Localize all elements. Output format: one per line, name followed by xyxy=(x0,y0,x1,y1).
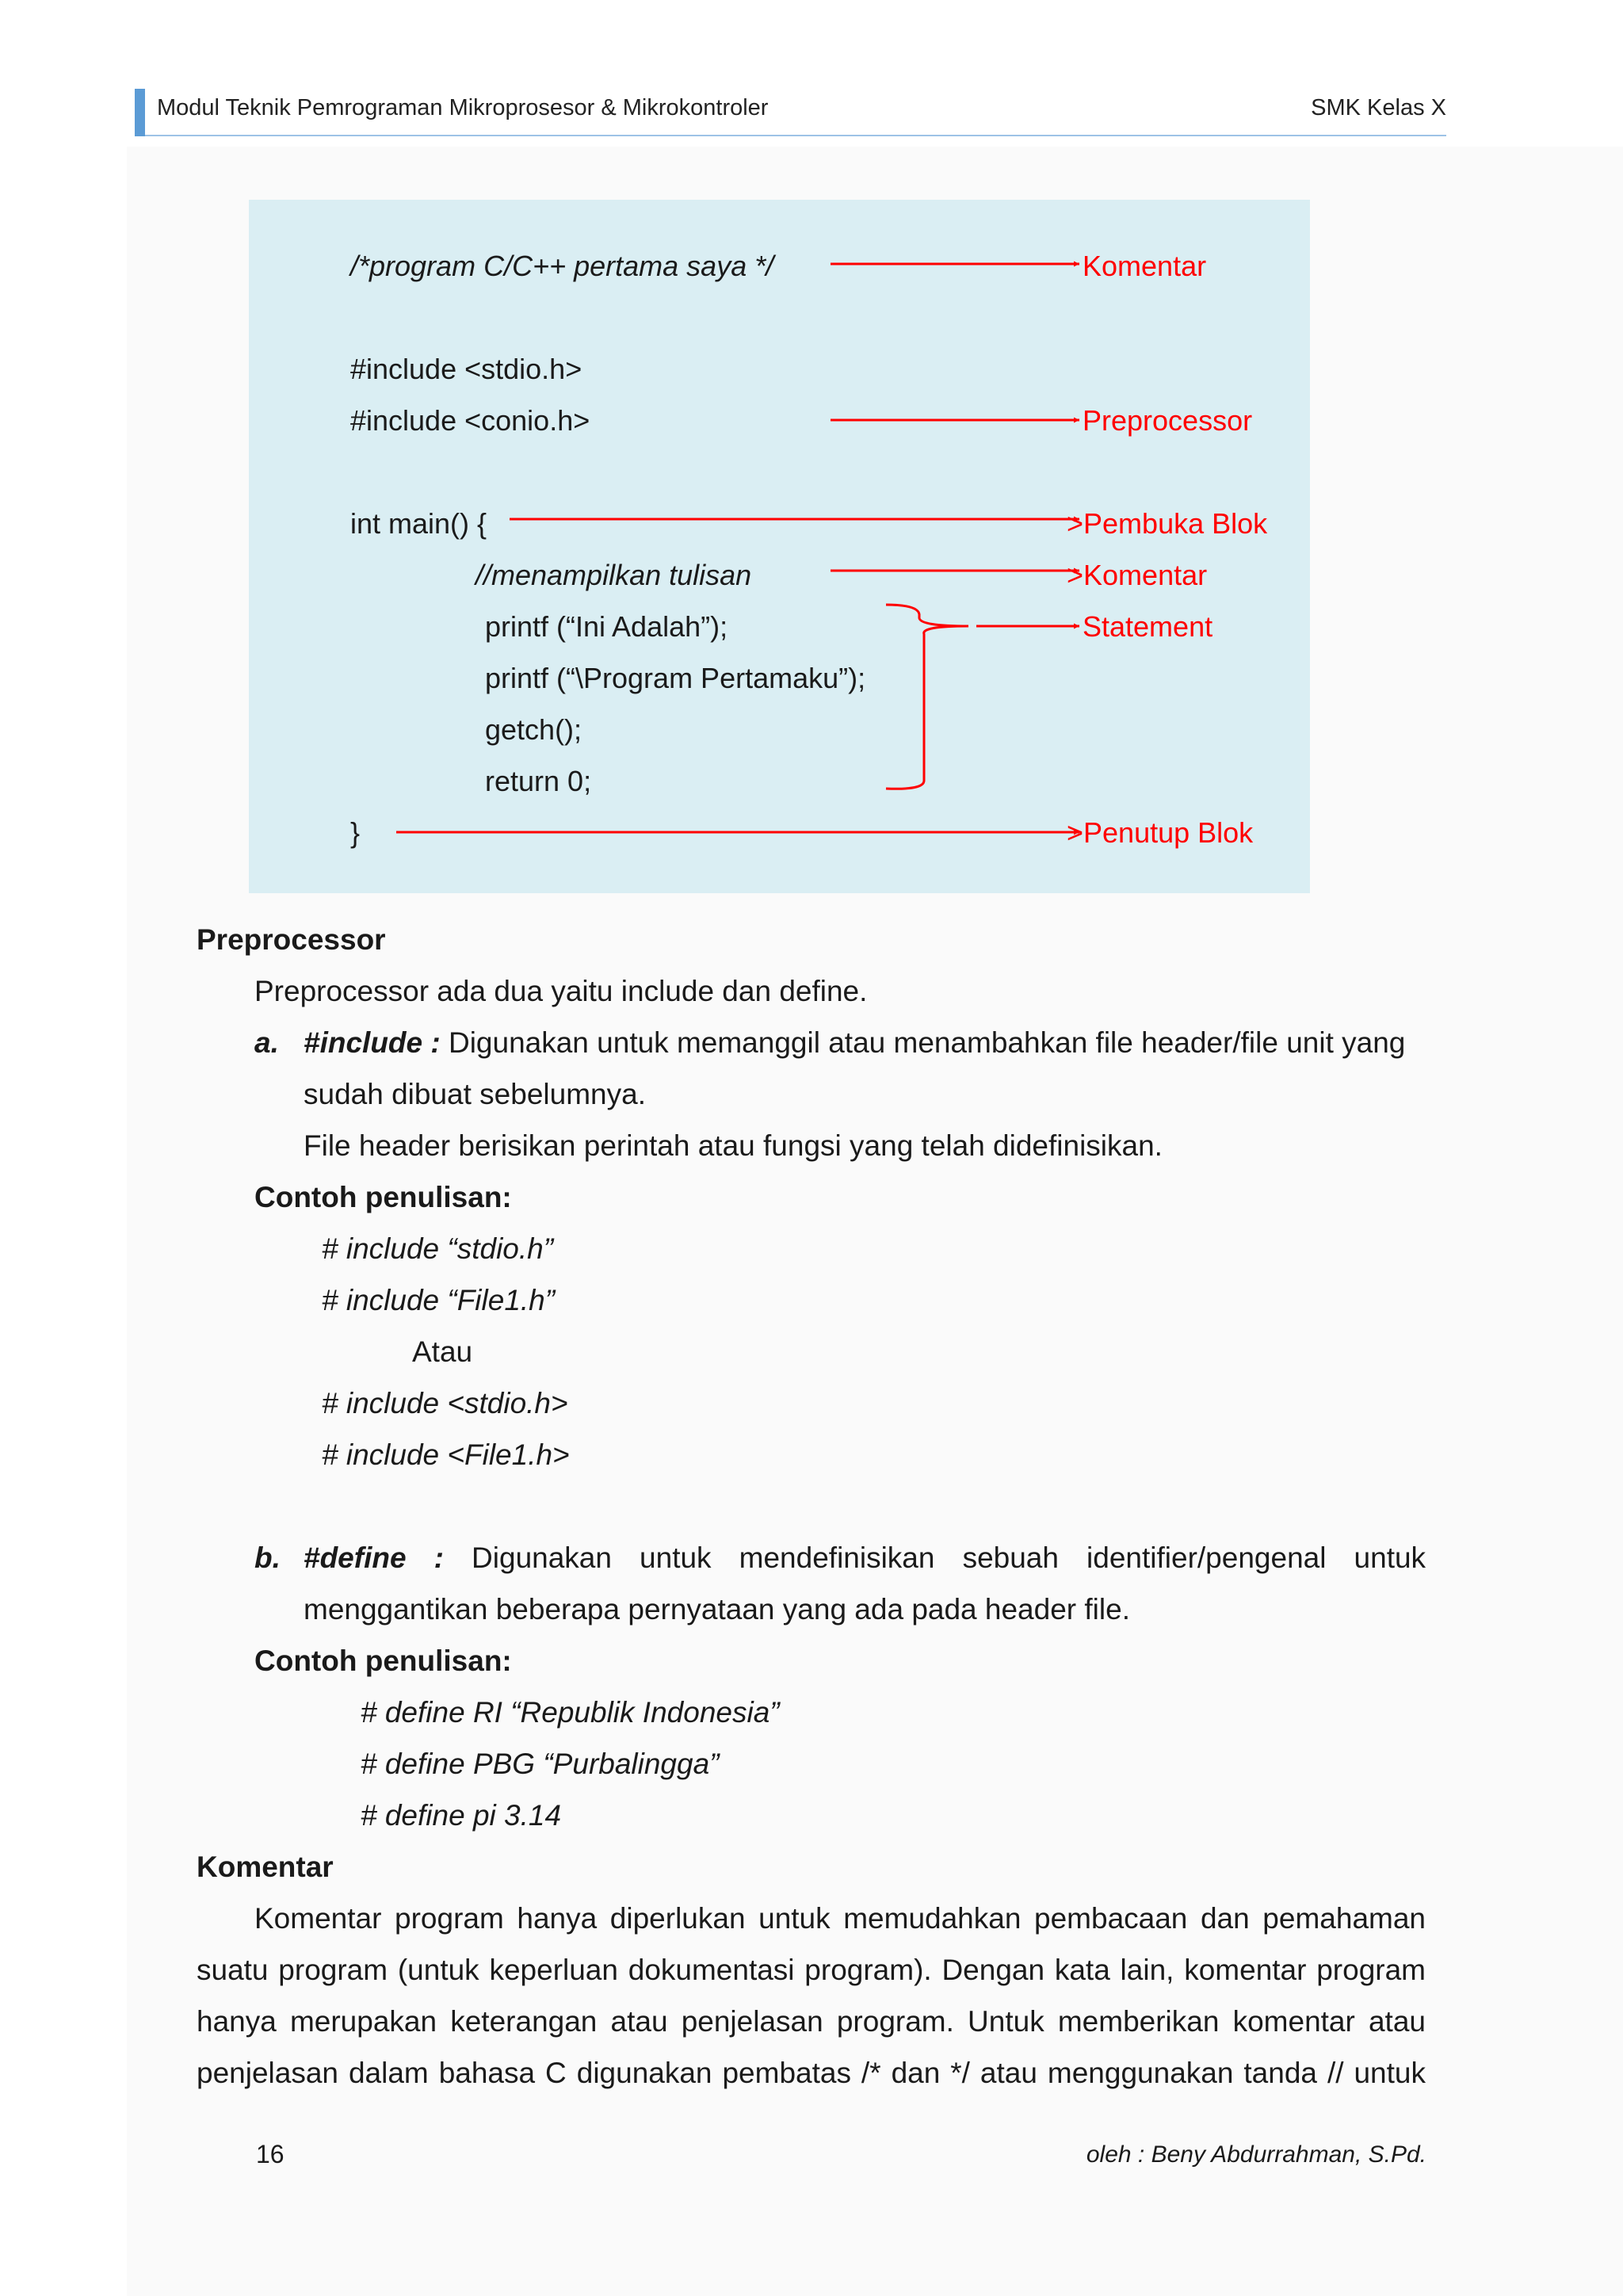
item-a-term: #include : xyxy=(304,1026,441,1059)
heading-komentar: Komentar xyxy=(197,1851,334,1883)
item-a-text: Digunakan untuk memanggil atau menambahkan file header/file unit yang xyxy=(440,1026,1406,1059)
page-number: 16 xyxy=(256,2140,285,2168)
item-b-word-1: Digunakan xyxy=(472,1541,612,1574)
item-b-word-4: sebuah xyxy=(962,1541,1059,1574)
example-a-atau: Atau xyxy=(412,1335,473,1368)
label-preprocessor: Preprocessor xyxy=(1083,404,1253,437)
code-line-return: return 0; xyxy=(485,765,592,797)
code-line-comment: /*program C/C++ pertama saya */ xyxy=(350,250,774,282)
komentar-para-line-1: Komentar program hanya diperlukan untuk memudahkan pembacaan dan pemahaman xyxy=(254,1902,1426,1935)
example-heading-b: Contoh penulisan: xyxy=(254,1645,512,1677)
example-a-1: # include “stdio.h” xyxy=(322,1232,554,1265)
example-b-1: # define RI “Republik Indonesia” xyxy=(361,1696,780,1729)
example-b-3: # define pi 3.14 xyxy=(361,1799,562,1832)
code-line-printf-2: printf (“\Program Pertamaku”); xyxy=(485,662,866,694)
header-title: Modul Teknik Pemrograman Mikroprosesor & Mikrokontroler xyxy=(157,95,769,120)
label-statement: Statement xyxy=(1083,610,1213,643)
example-a-2: # include “File1.h” xyxy=(322,1284,556,1316)
label-penutup-blok: >Penutup Blok xyxy=(1067,816,1254,849)
code-line-include-conio: #include <conio.h> xyxy=(350,404,590,437)
item-b-marker: b. xyxy=(254,1541,281,1574)
item-b-word-6: untuk xyxy=(1354,1541,1426,1574)
item-b-word-5: identifier/pengenal xyxy=(1086,1541,1327,1574)
example-a-4: # include <File1.h> xyxy=(322,1438,570,1471)
item-b-line-1 xyxy=(304,1543,1426,1572)
item-b-term: #define : xyxy=(304,1541,444,1574)
item-b-line-2: menggantikan beberapa pernyataan yang ada pada header file. xyxy=(304,1593,1130,1626)
footer-author: oleh : Beny Abdurrahman, S.Pd. xyxy=(1086,2141,1426,2168)
example-heading-a: Contoh penulisan: xyxy=(254,1181,512,1213)
komentar-para-line-4: penjelasan dalam bahasa C digunakan pembatas /* dan */ atau menggunakan tanda // untuk xyxy=(197,2057,1426,2089)
code-line-inline-comment: //menampilkan tulisan xyxy=(475,559,752,591)
code-line-close-brace: } xyxy=(350,816,361,849)
komentar-para-line-2: suatu program (untuk keperluan dokumentasi program). Dengan kata lain, komentar program xyxy=(197,1954,1426,1986)
statement-brace xyxy=(886,605,968,789)
heading-preprocessor: Preprocessor xyxy=(197,923,386,956)
example-b-2: # define PBG “Purbalingga” xyxy=(361,1748,720,1780)
item-a-line-1 xyxy=(304,1028,1405,1057)
item-a-line-2: sudah dibuat sebelumnya. xyxy=(304,1078,646,1110)
code-line-getch: getch(); xyxy=(485,713,582,746)
code-line-main: int main() { xyxy=(350,507,487,540)
example-a-3: # include <stdio.h> xyxy=(322,1387,568,1419)
header-class-label: SMK Kelas X xyxy=(1311,95,1446,120)
label-komentar-2: >Komentar xyxy=(1067,559,1208,591)
item-b-word-2: untuk xyxy=(640,1541,712,1574)
code-line-printf-1: printf (“Ini Adalah”); xyxy=(485,610,728,643)
label-komentar: Komentar xyxy=(1083,250,1207,282)
komentar-para-line-3: hanya merupakan keterangan atau penjelasan program. Untuk memberikan komentar atau xyxy=(197,2005,1426,2038)
preprocessor-intro: Preprocessor ada dua yaitu include dan define. xyxy=(254,975,868,1007)
label-pembuka-blok: >Pembuka Blok xyxy=(1067,507,1268,540)
item-a-line-3: File header berisikan perintah atau fungsi yang telah didefinisikan. xyxy=(304,1129,1163,1162)
item-a-marker: a. xyxy=(254,1026,279,1059)
item-b-word-3: mendefinisikan xyxy=(739,1541,935,1574)
code-line-include-stdio: #include <stdio.h> xyxy=(350,353,582,385)
